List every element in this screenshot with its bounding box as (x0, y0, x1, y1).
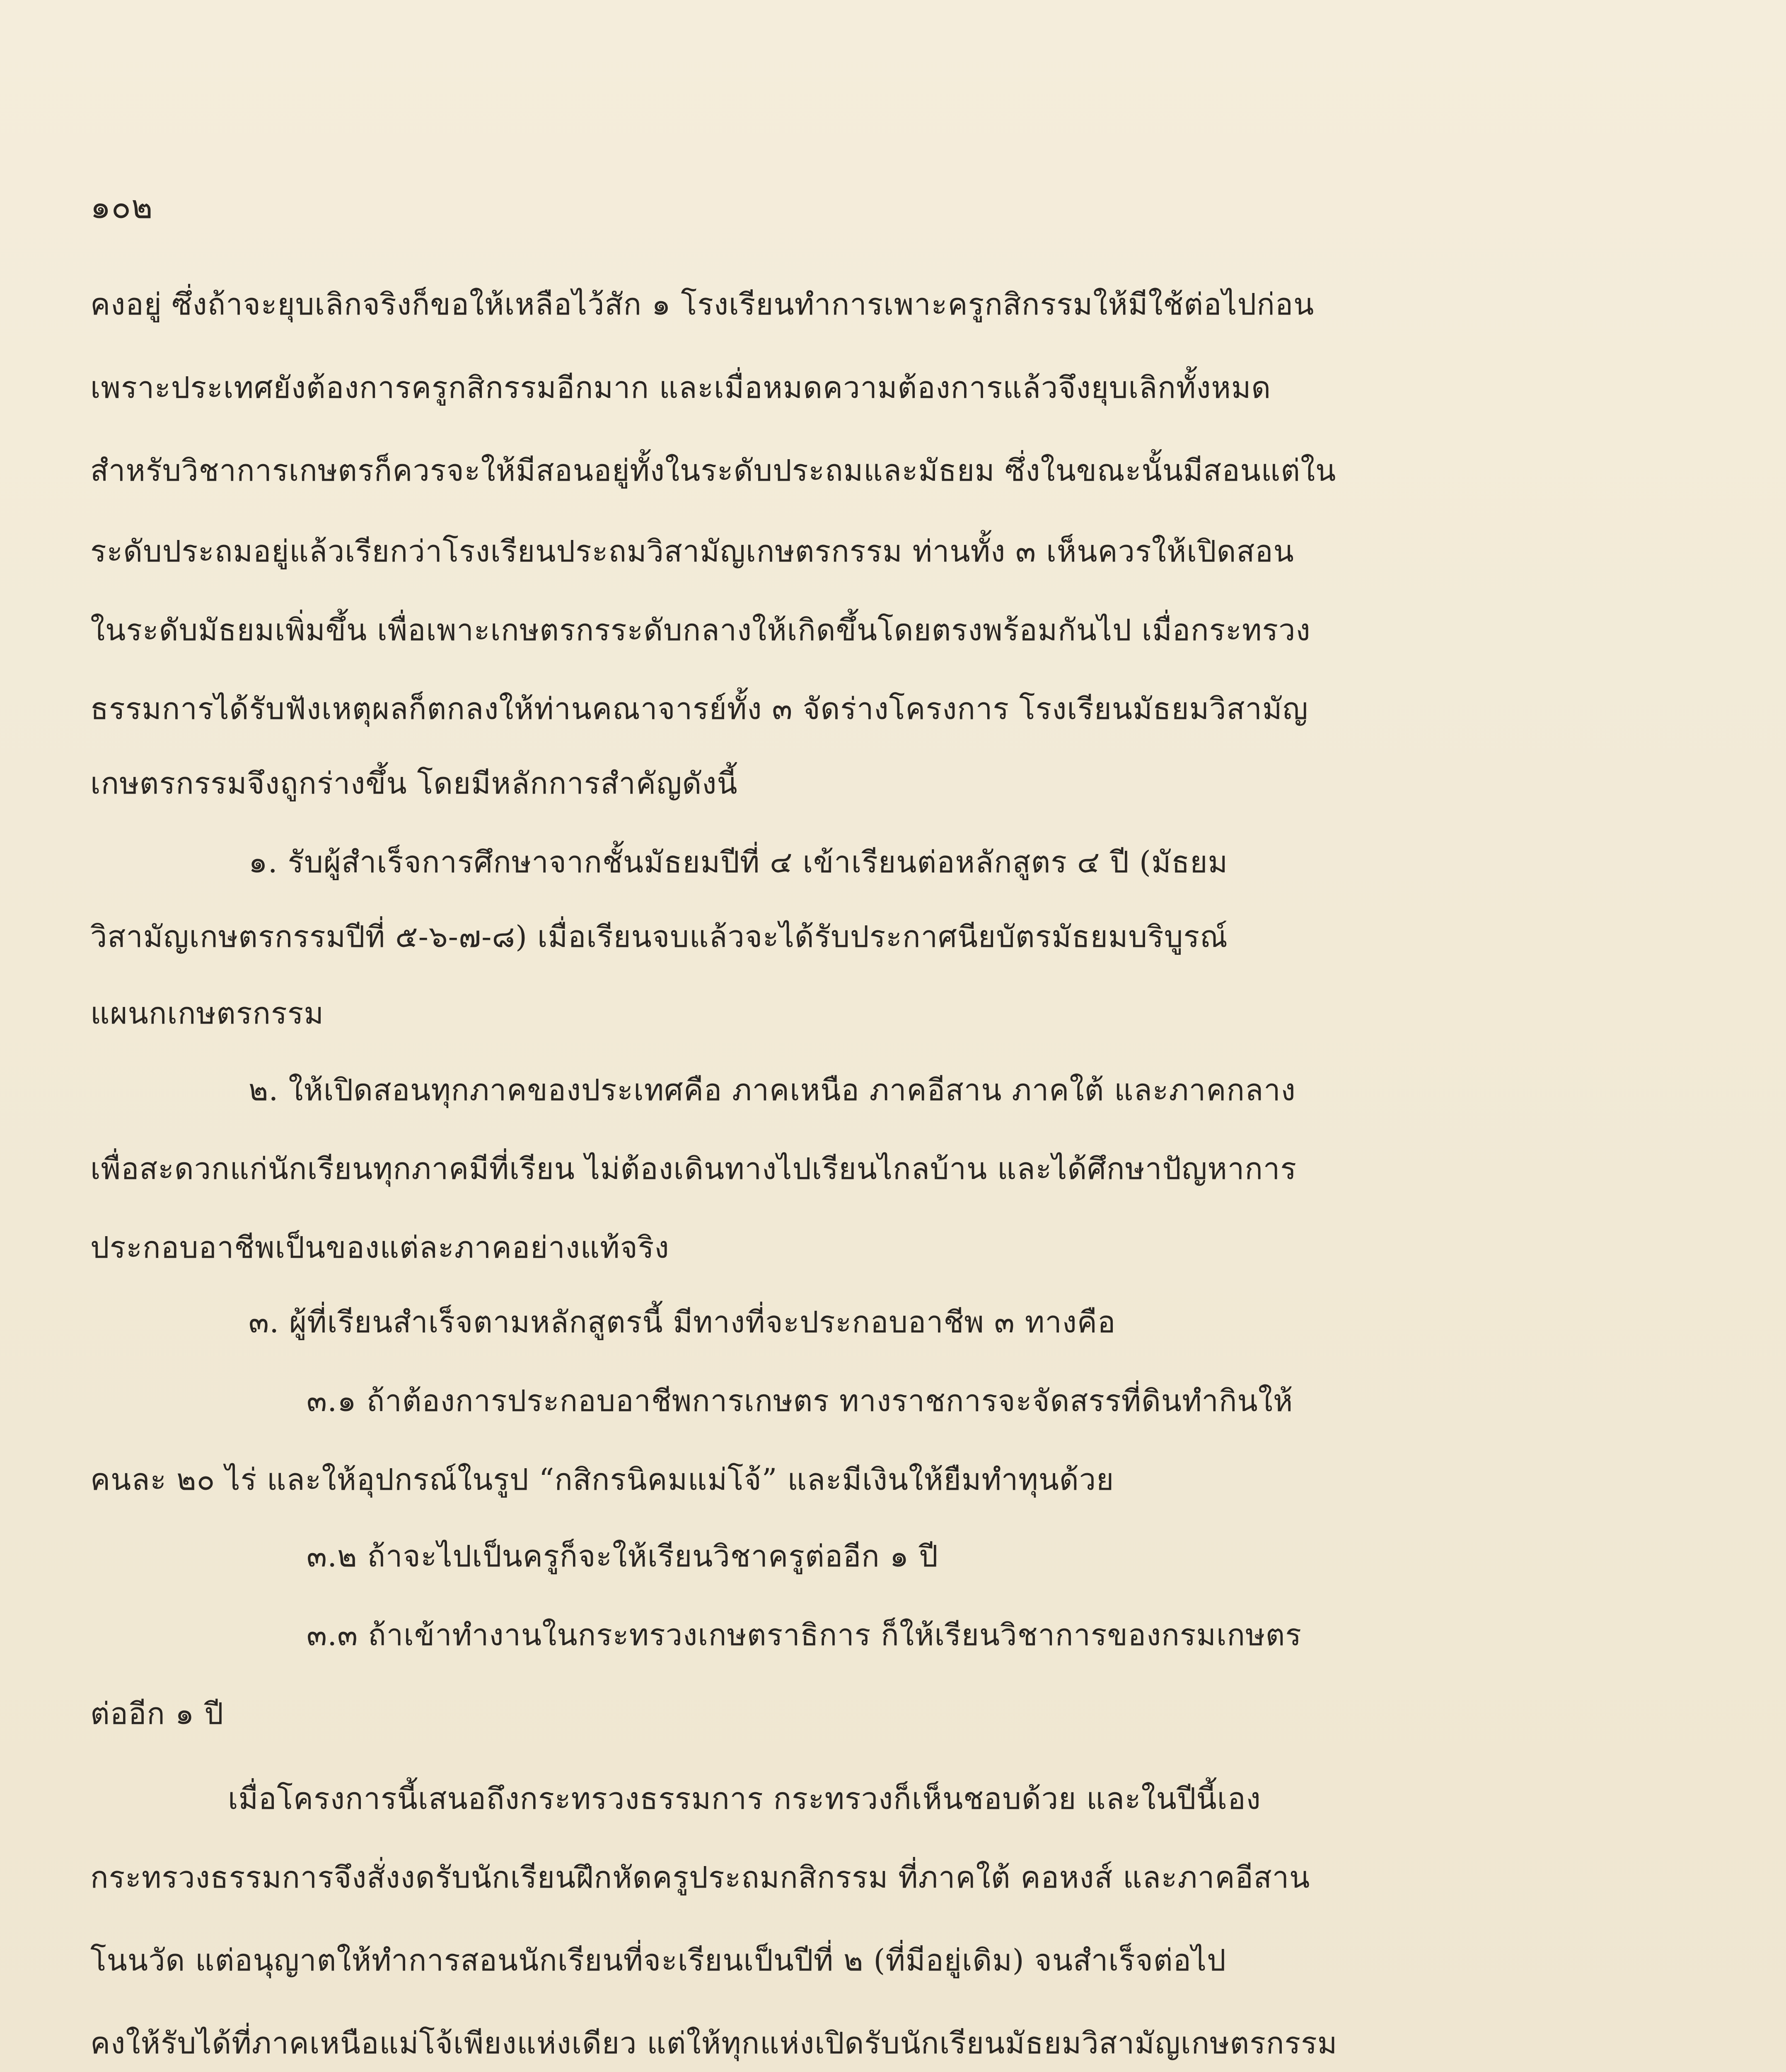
text-line: ต่ออีก ๑ ปี (90, 1696, 224, 1731)
text-line: สำหรับวิชาการเกษตรก็ควรจะให้มีสอนอยู่ทั้งในระดับประถมและมัธยม ซึ่งในขณะนั้นมีสอนแต่ใน (90, 453, 1336, 488)
paragraph-start: เมื่อโครงการนี้เสนอถึงกระทรวงธรรมการ กระทรวงก็เห็นชอบด้วย และในปีนี้เอง (228, 1781, 1261, 1816)
sub-item-3-2: ๓.๒ ถ้าจะไปเป็นครูก็จะให้เรียนวิชาครูต่ออีก ๑ ปี (307, 1539, 938, 1573)
text-line: เกษตรกรรมจึงถูกร่างขึ้น โดยมีหลักการสำคัญดังนี้ (90, 766, 738, 801)
sub-item-3-3: ๓.๓ ถ้าเข้าทำงานในกระทรวงเกษตราธิการ ก็ให้เรียนวิชาการของกรมเกษตร (307, 1617, 1302, 1652)
text-line: เพื่อสะดวกแก่นักเรียนทุกภาคมีที่เรียน ไม่ต้องเดินทางไปเรียนไกลบ้าน และได้ศึกษาปัญหาการ (90, 1151, 1297, 1186)
text-line: ธรรมการได้รับฟังเหตุผลก็ตกลงให้ท่านคณาจารย์ทั้ง ๓ จัดร่างโครงการ โรงเรียนมัธยมวิสามัญ (90, 691, 1308, 726)
text-line: คงอยู่ ซึ่งถ้าจะยุบเลิกจริงก็ขอให้เหลือไว้สัก ๑ โรงเรียนทำการเพาะครูกสิกรรมให้มีใช้ต่อไปก่อน (90, 287, 1315, 322)
text-line: ระดับประถมอยู่แล้วเรียกว่าโรงเรียนประถมวิสามัญเกษตรกรรม ท่านทั้ง ๓ เห็นควรให้เปิดสอน (90, 534, 1294, 569)
list-item-1: ๑. รับผู้สำเร็จการศึกษาจากชั้นมัธยมปีที่ ๔ เข้าเรียนต่อหลักสูตร ๔ ปี (มัธยม (249, 845, 1228, 879)
text-line: โนนวัด แต่อนุญาตให้ทำการสอนนักเรียนที่จะเรียนเป็นปีที่ ๒ (ที่มีอยู่เดิม) จนสำเร็จต่อไป (90, 1943, 1226, 1978)
text-line: ในระดับมัธยมเพิ่มขึ้น เพื่อเพาะเกษตรกรระดับกลางให้เกิดขึ้นโดยตรงพร้อมกันไป เมื่อกระทรวง (90, 612, 1311, 647)
sub-item-3-1: ๓.๑ ถ้าต้องการประกอบอาชีพการเกษตร ทางราชการจะจัดสรรที่ดินทำกินให้ (307, 1383, 1293, 1418)
text-line: วิสามัญเกษตรกรรมปีที่ ๕-๖-๗-๘) เมื่อเรียนจบแล้วจะได้รับประกาศนียบัตรมัธยมบริบูรณ์ (90, 919, 1228, 954)
text-line: เพราะประเทศยังต้องการครูกสิกรรมอีกมาก และเมื่อหมดความต้องการแล้วจึงยุบเลิกทั้งหมด (90, 370, 1271, 405)
text-line: คงให้รับได้ที่ภาคเหนือแม่โจ้เพียงแห่งเดียว แต่ให้ทุกแห่งเปิดรับนักเรียนมัธยมวิสามัญเกษตรกรรม (90, 2026, 1338, 2060)
list-item-3: ๓. ผู้ที่เรียนสำเร็จตามหลักสูตรนี้ มีทางที่จะประกอบอาชีพ ๓ ทางคือ (249, 1305, 1116, 1339)
text-line: กระทรวงธรรมการจึงสั่งงดรับนักเรียนฝึกหัดครูประถมกสิกรรม ที่ภาคใต้ คอหงส์ และภาคอีสาน (90, 1860, 1310, 1895)
text-line: คนละ ๒๐ ไร่ และให้อุปกรณ์ในรูป “กสิกรนิคมแม่โจ้” และมีเงินให้ยืมทำทุนด้วย (90, 1462, 1114, 1497)
page-number: ๑๐๒ (90, 189, 153, 226)
text-line: ประกอบอาชีพเป็นของแต่ละภาคอย่างแท้จริง (90, 1230, 669, 1265)
text-line: แผนกเกษตรกรรม (90, 996, 324, 1031)
list-item-2: ๒. ให้เปิดสอนทุกภาคของประเทศคือ ภาคเหนือ ภาคอีสาน ภาคใต้ และภาคกลาง (249, 1072, 1296, 1107)
